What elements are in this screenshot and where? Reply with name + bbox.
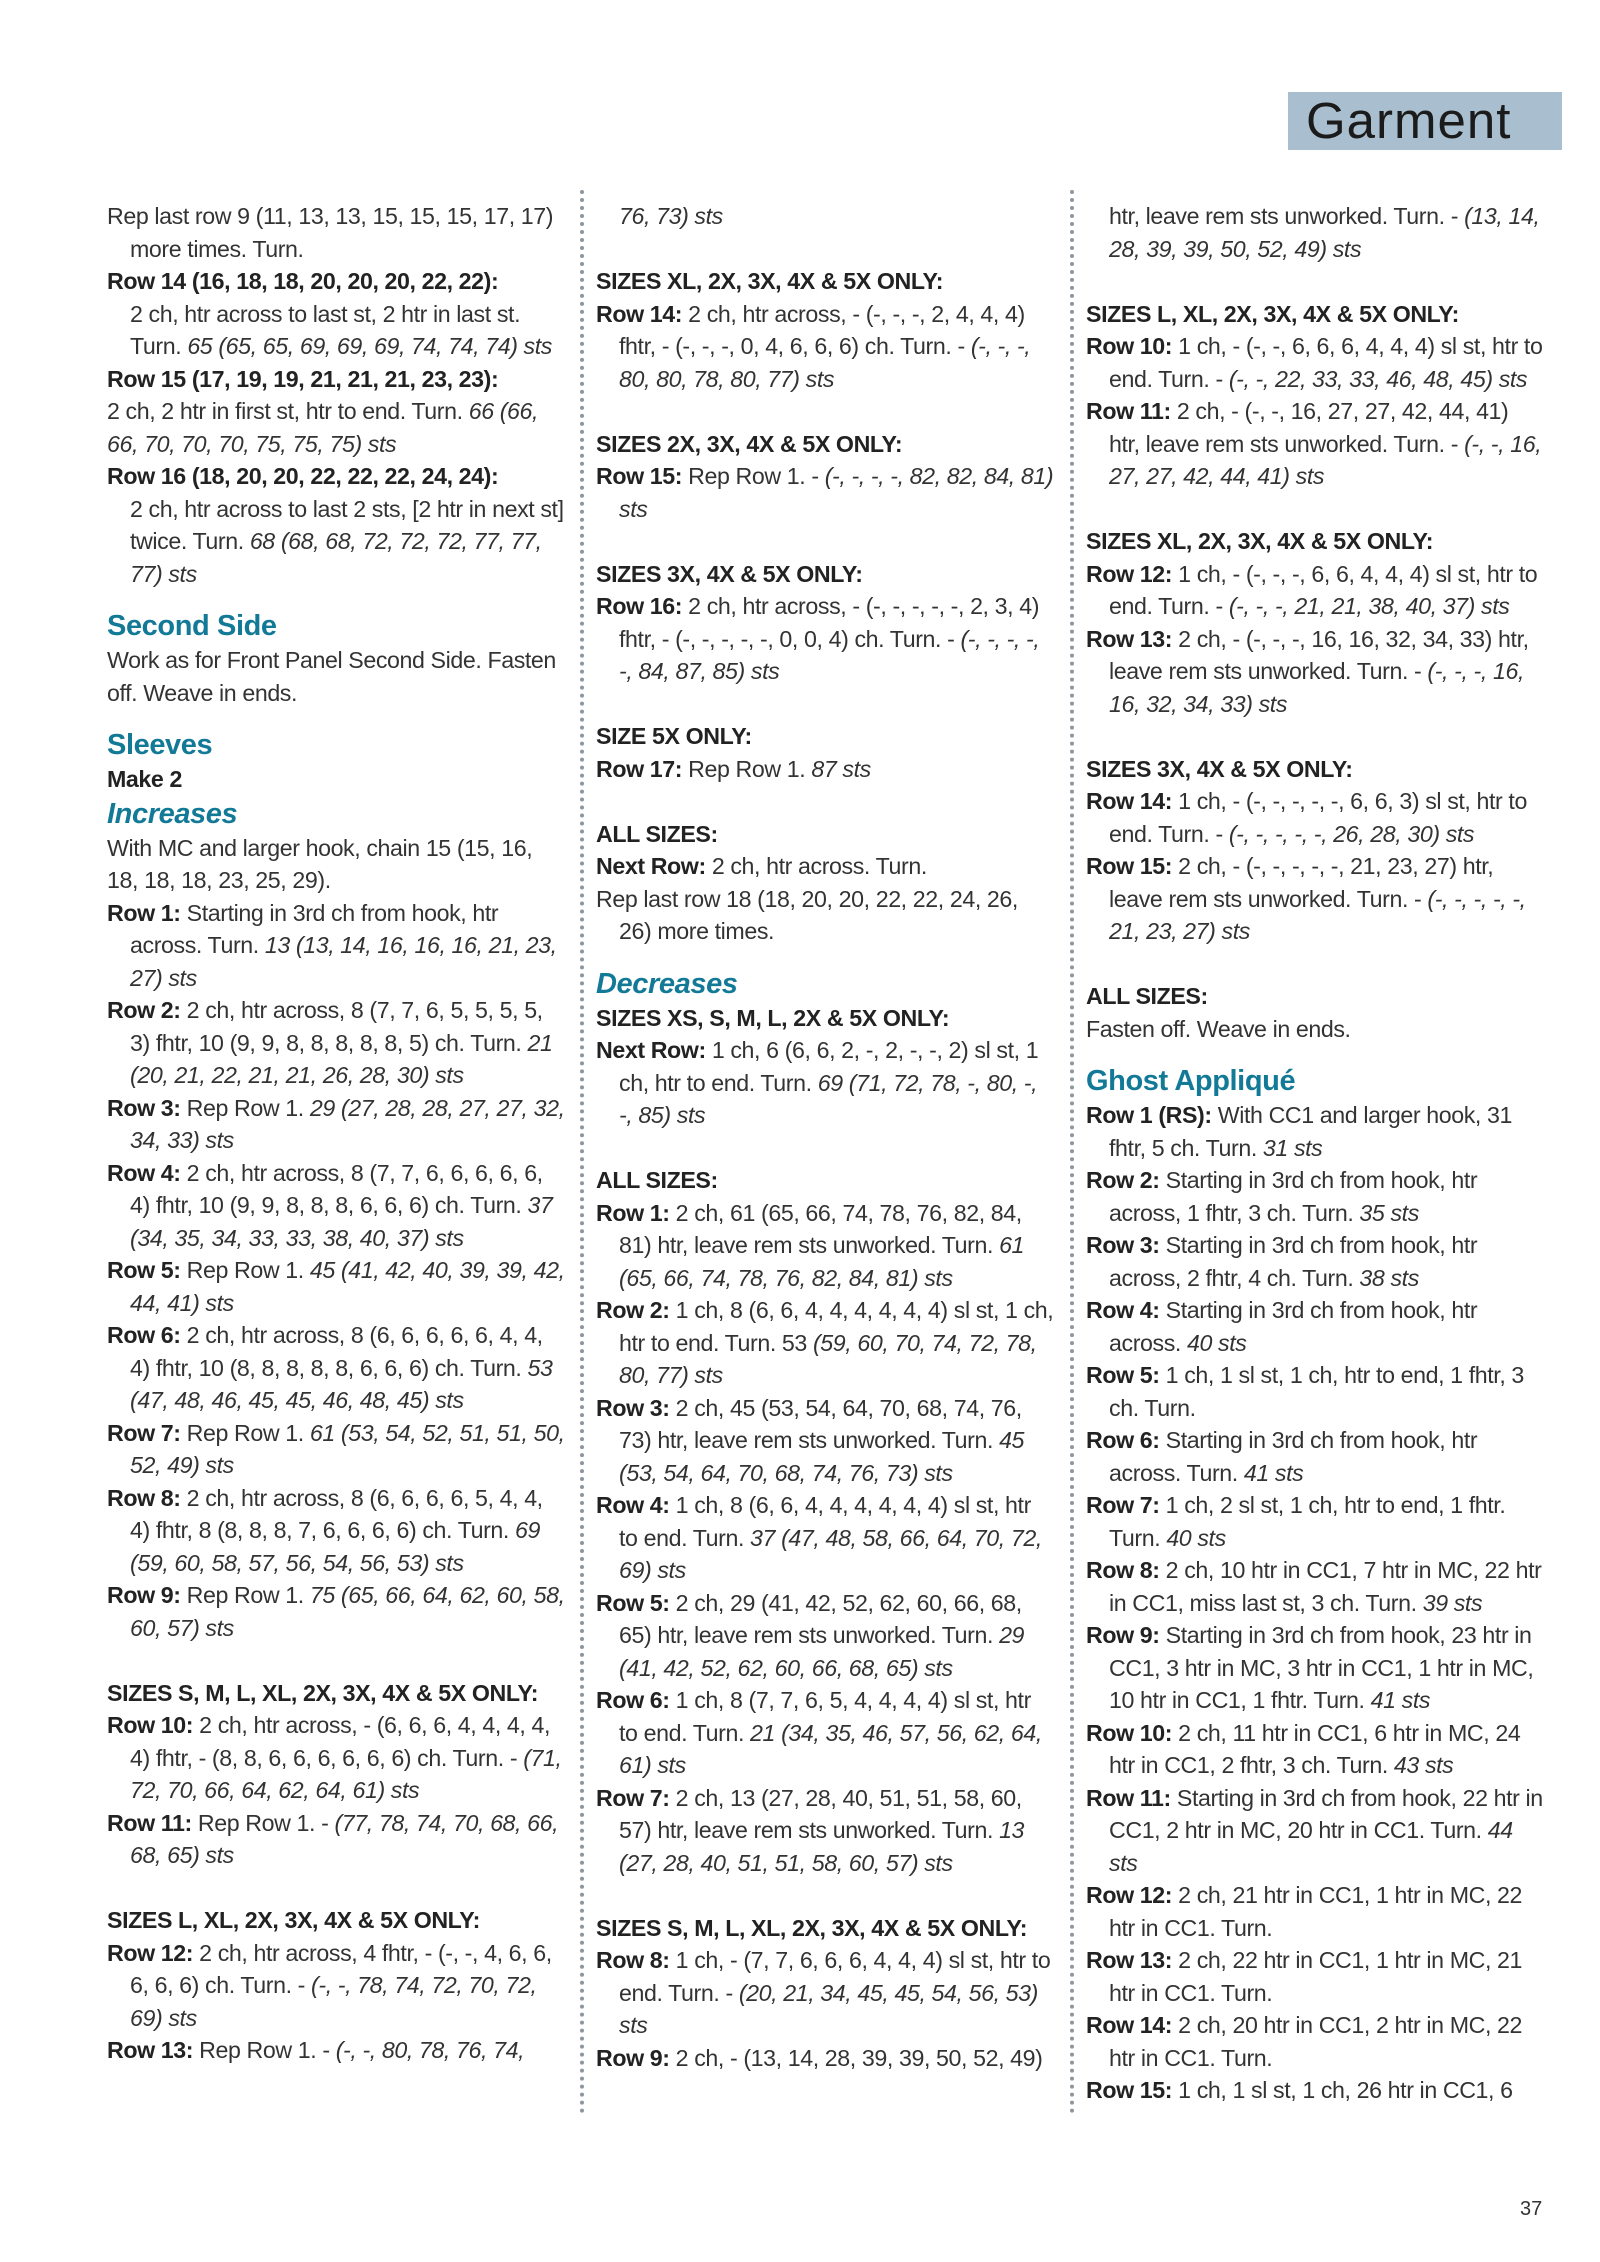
row-instruction: Row 3: Rep Row 1. 29 (27, 28, 28, 27, 27, 32, 34, 33) sts bbox=[107, 1094, 565, 1153]
instruction: 2 ch, htr across to last st, 2 htr in last st. Turn. 65 (65, 65, 69, 69, 69, 74, 74, 74) sts bbox=[130, 300, 552, 359]
row-instruction: Row 7: 2 ch, 13 (27, 28, 40, 51, 51, 58, 60, 57) htr, leave rem sts unworked. Turn. 13 (27, 28, 40, 51, 51, 58, 60, 57) sts bbox=[596, 1784, 1025, 1876]
row-instruction: Row 5: Rep Row 1. 45 (41, 42, 40, 39, 39, 42, 44, 41) sts bbox=[107, 1257, 565, 1316]
row-instruction: Row 1: 2 ch, 61 (65, 66, 74, 78, 76, 82, 84, 81) htr, leave rem sts unworked. Turn. 61 (65, 66, 74, 78, 76, 82, 84, 81) sts bbox=[596, 1199, 1025, 1291]
row-instruction: Row 7: 1 ch, 2 sl st, 1 ch, htr to end, 1 fhtr. Turn. 40 sts bbox=[1086, 1492, 1506, 1551]
row-instruction: Row 10: 2 ch, htr across, - (6, 6, 6, 4, 4, 4, 4, 4) fhtr, - (8, 8, 6, 6, 6, 6, 6, 6) ch. Turn. - (71, 72, 70, 66, 64, 62, 64, 61) sts bbox=[107, 1712, 562, 1803]
row-instruction: Row 2: 1 ch, 8 (6, 6, 4, 4, 4, 4, 4, 4) sl st, 1 ch, htr to end. Turn. 53 (59, 60, 70, 74, 72, 78, 80, 77) sts bbox=[596, 1297, 1054, 1388]
row-instruction: Row 6: 2 ch, htr across, 8 (6, 6, 6, 6, 6, 4, 4, 4) fhtr, 10 (8, 8, 8, 8, 8, 6, 6, 6) ch. Turn. 53 (47, 48, 46, 45, 45, 46, 48, 45) sts bbox=[107, 1322, 553, 1413]
sizes-heading: SIZES 3X, 4X & 5X ONLY: bbox=[1086, 755, 1353, 782]
column-divider-left bbox=[580, 190, 584, 2115]
heading-increases: Increases bbox=[107, 797, 238, 830]
row-instruction: Row 7: Rep Row 1. 61 (53, 54, 52, 51, 51, 50, 52, 49) sts bbox=[107, 1419, 565, 1478]
row-instruction: Row 10: 1 ch, - (-, -, 6, 6, 6, 4, 4, 4) sl st, htr to end. Turn. - (-, -, 22, 33, 33, 46, 48, 45) sts bbox=[1086, 333, 1543, 392]
sizes-heading: SIZES S, M, L, XL, 2X, 3X, 4X & 5X ONLY: bbox=[107, 1679, 539, 1706]
row-instruction: Row 15: 2 ch, - (-, -, -, -, -, 21, 23, 27) htr, leave rem sts unworked. Turn. - (-, -, -, -, -, 21, 23, 27) sts bbox=[1086, 853, 1526, 944]
sizes-heading: SIZES XL, 2X, 3X, 4X & 5X ONLY: bbox=[596, 268, 944, 294]
paragraph: Rep last row 18 (18, 20, 20, 22, 22, 24, 26, 26) more times. bbox=[596, 885, 1018, 944]
sizes-heading: ALL SIZES: bbox=[596, 820, 718, 847]
row-instruction: Row 3: Starting in 3rd ch from hook, htr across, 2 fhtr, 4 ch. Turn. 38 sts bbox=[1086, 1232, 1478, 1291]
row-instruction: Row 2: 2 ch, htr across, 8 (7, 7, 6, 5, 5, 5, 5, 3) fhtr, 10 (9, 9, 8, 8, 8, 8, 8, 5) ch. Turn. 21 (20, 21, 22, 21, 21, 26, 28, 30) sts bbox=[107, 997, 553, 1088]
row-instruction: Row 13: 2 ch, 22 htr in CC1, 1 htr in MC, 21 htr in CC1. Turn. bbox=[1086, 1947, 1523, 2006]
make-count: Make 2 bbox=[107, 766, 182, 792]
column-1 bbox=[107, 200, 565, 2067]
row-instruction: Row 11: Rep Row 1. - (77, 78, 74, 70, 68, 66, 68, 65) sts bbox=[107, 1809, 559, 1868]
paragraph: With MC and larger hook, chain 15 (15, 16, 18, 18, 18, 23, 25, 29). bbox=[107, 834, 533, 893]
row-instruction: Row 12: 2 ch, 21 htr in CC1, 1 htr in MC, 22 htr in CC1. Turn. bbox=[1086, 1882, 1523, 1941]
row-instruction: Row 5: 2 ch, 29 (41, 42, 52, 62, 60, 66, 68, 65) htr, leave rem sts unworked. Turn. 29 (41, 42, 52, 62, 60, 66, 68, 65) sts bbox=[596, 1589, 1025, 1681]
sizes-heading: SIZES L, XL, 2X, 3X, 4X & 5X ONLY: bbox=[107, 1907, 480, 1933]
row-instruction: Row 8: 2 ch, 10 htr in CC1, 7 htr in MC, 22 htr in CC1, miss last st, 3 ch. Turn. 39 sts bbox=[1086, 1557, 1542, 1616]
row-instruction: Row 6: Starting in 3rd ch from hook, htr across. Turn. 41 sts bbox=[1086, 1427, 1478, 1486]
paragraph: Fasten off. Weave in ends. bbox=[1086, 1015, 1351, 1042]
instruction: 2 ch, 2 htr in first st, htr to end. Turn. 66 (66, 66, 70, 70, 70, 75, 75, 75) sts bbox=[107, 398, 539, 457]
row-instruction: Row 1 (RS): With CC1 and larger hook, 31 fhtr, 5 ch. Turn. 31 sts bbox=[1086, 1102, 1513, 1161]
sizes-heading: ALL SIZES: bbox=[1086, 983, 1208, 1009]
row-instruction: Row 2: Starting in 3rd ch from hook, htr across, 1 fhtr, 3 ch. Turn. 35 sts bbox=[1086, 1167, 1478, 1226]
row-instruction: Row 11: Starting in 3rd ch from hook, 22 htr in CC1, 2 htr in MC, 20 htr in CC1. Turn. 44 sts bbox=[1086, 1784, 1543, 1876]
section-tag: Garment bbox=[1288, 92, 1562, 150]
row-instruction: Row 15: 1 ch, 1 sl st, 1 ch, 26 htr in CC1, 6 bbox=[1086, 2077, 1513, 2103]
column-3 bbox=[1086, 200, 1544, 2107]
heading-second-side: Second Side bbox=[107, 610, 277, 642]
row-instruction: Row 17: Rep Row 1. 87 sts bbox=[596, 755, 871, 782]
row-instruction: Row 12: 1 ch, - (-, -, -, 6, 6, 4, 4, 4) sl st, htr to end. Turn. - (-, -, -, 21, 21, 38, 40, 37) sts bbox=[1086, 560, 1538, 619]
row-instruction: Row 15: Rep Row 1. - (-, -, -, -, 82, 82, 84, 81) sts bbox=[596, 463, 1054, 522]
row-heading: Row 15 (17, 19, 19, 21, 21, 21, 23, 23): bbox=[107, 365, 499, 392]
row-instruction: Row 14: 2 ch, 20 htr in CC1, 2 htr in MC, 22 htr in CC1. Turn. bbox=[1086, 2012, 1523, 2071]
row-instruction: Row 8: 2 ch, htr across, 8 (6, 6, 6, 6, 5, 4, 4, 4) fhtr, 8 (8, 8, 8, 7, 6, 6, 6, 6) ch. Turn. 69 (59, 60, 58, 57, 56, 54, 56, 53) sts bbox=[107, 1484, 543, 1576]
instruction: 2 ch, htr across to last 2 sts, [2 htr in next st] twice. Turn. 68 (68, 68, 72, 72, 72, 77, 77, 77) sts bbox=[130, 495, 564, 587]
heading-decreases: Decreases bbox=[596, 967, 738, 1000]
sizes-heading: ALL SIZES: bbox=[596, 1167, 718, 1193]
sizes-heading: SIZES 3X, 4X & 5X ONLY: bbox=[596, 560, 863, 587]
paragraph: Work as for Front Panel Second Side. Fasten off. Weave in ends. bbox=[107, 647, 556, 706]
sizes-heading: SIZES XS, S, M, L, 2X & 5X ONLY: bbox=[596, 1004, 950, 1031]
heading-sleeves: Sleeves bbox=[107, 729, 213, 761]
sizes-heading: SIZE 5X ONLY: bbox=[596, 723, 752, 749]
row-instruction: Row 4: Starting in 3rd ch from hook, htr across. 40 sts bbox=[1086, 1297, 1478, 1356]
page-number: 37 bbox=[1520, 2198, 1543, 2220]
row-instruction: Row 6: 1 ch, 8 (7, 7, 6, 5, 4, 4, 4, 4) sl st, htr to end. Turn. 21 (34, 35, 46, 57, 56, 62, 64, 61) sts bbox=[596, 1687, 1042, 1778]
column-2 bbox=[596, 200, 1054, 2074]
sizes-heading: SIZES S, M, L, XL, 2X, 3X, 4X & 5X ONLY: bbox=[596, 1914, 1028, 1941]
row-instruction: Row 9: Starting in 3rd ch from hook, 23 htr in CC1, 3 htr in MC, 3 htr in CC1, 1 htr in MC, 10 htr in CC1, 1 fhtr. Turn. 41 sts bbox=[1086, 1622, 1534, 1713]
sizes-heading: SIZES XL, 2X, 3X, 4X & 5X ONLY: bbox=[1086, 528, 1434, 554]
sizes-heading: SIZES 2X, 3X, 4X & 5X ONLY: bbox=[596, 430, 903, 457]
row-instruction: Row 5: 1 ch, 1 sl st, 1 ch, htr to end, 1 fhtr, 3 ch. Turn. bbox=[1086, 1362, 1524, 1421]
row-heading: Row 16 (18, 20, 20, 22, 22, 22, 24, 24): bbox=[107, 463, 499, 489]
continuation: htr, leave rem sts unworked. Turn. - (13, 14, 28, 39, 39, 50, 52, 49) sts bbox=[1109, 203, 1540, 262]
row-instruction: Row 16: 2 ch, htr across, - (-, -, -, -, -, 2, 3, 4) fhtr, - (-, -, -, -, -, 0, 0, 4) ch. Turn. - (-, -, -, -, -, 84, 87, 85) sts bbox=[596, 593, 1040, 684]
row-instruction: Row 9: 2 ch, - (13, 14, 28, 39, 39, 50, 52, 49) bbox=[596, 2044, 1043, 2071]
row-instruction: Row 11: 2 ch, - (-, -, 16, 27, 27, 42, 44, 41) htr, leave rem sts unworked. Turn. - (-, -, 16, 27, 27, 42, 44, 41) sts bbox=[1086, 398, 1542, 489]
row-instruction: Row 8: 1 ch, - (7, 7, 6, 6, 6, 4, 4, 4) sl st, htr to end. Turn. - (20, 21, 34, 45, 45, 54, 56, 53) sts bbox=[596, 1947, 1051, 2038]
row-instruction: Row 13: 2 ch, - (-, -, -, 16, 16, 32, 34, 33) htr, leave rem sts unworked. Turn. - (-, -, -, 16, 16, 32, 34, 33) sts bbox=[1086, 625, 1529, 717]
row-instruction: Row 4: 1 ch, 8 (6, 6, 4, 4, 4, 4, 4, 4) sl st, htr to end. Turn. 37 (47, 48, 58, 66, 64, 70, 72, 69) sts bbox=[596, 1492, 1042, 1583]
paragraph: Rep last row 9 (11, 13, 13, 15, 15, 15, 17, 17) more times. Turn. bbox=[107, 203, 554, 262]
row-instruction: Row 13: Rep Row 1. - (-, -, 80, 78, 76, 74, bbox=[107, 2037, 525, 2063]
row-instruction: Row 4: 2 ch, htr across, 8 (7, 7, 6, 6, 6, 6, 6, 4) fhtr, 10 (9, 9, 8, 8, 8, 6, 6, 6) ch. Turn. 37 (34, 35, 34, 33, 33, 38, 40, 37) sts bbox=[107, 1159, 553, 1251]
row-instruction: Row 1: Starting in 3rd ch from hook, htr across. Turn. 13 (13, 14, 16, 16, 16, 21, 23, 27) sts bbox=[107, 899, 557, 991]
row-instruction: Row 10: 2 ch, 11 htr in CC1, 6 htr in MC, 24 htr in CC1, 2 fhtr, 3 ch. Turn. 43 sts bbox=[1086, 1719, 1521, 1778]
heading-ghost-applique: Ghost Appliqué bbox=[1086, 1065, 1296, 1097]
row-instruction: Row 12: 2 ch, htr across, 4 fhtr, - (-, -, 4, 6, 6, 6, 6, 6) ch. Turn. - (-, -, 78, 74, 72, 70, 72, 69) sts bbox=[107, 1939, 552, 2031]
row-instruction: Row 3: 2 ch, 45 (53, 54, 64, 70, 68, 74, 76, 73) htr, leave rem sts unworked. Turn. 45 (53, 54, 64, 70, 68, 74, 76, 73) sts bbox=[596, 1394, 1025, 1486]
row-instruction: Row 14: 1 ch, - (-, -, -, -, -, 6, 6, 3) sl st, htr to end. Turn. - (-, -, -, -, -, 26, 28, 30) sts bbox=[1086, 788, 1527, 847]
row-instruction: Next Row: 2 ch, htr across. Turn. bbox=[596, 853, 927, 879]
column-divider-right bbox=[1070, 190, 1074, 2115]
row-instruction: Row 9: Rep Row 1. 75 (65, 66, 64, 62, 60, 58, 60, 57) sts bbox=[107, 1582, 565, 1641]
continuation: 76, 73) sts bbox=[619, 203, 723, 229]
row-heading: Row 14 (16, 18, 18, 20, 20, 20, 22, 22): bbox=[107, 268, 499, 294]
sizes-heading: SIZES L, XL, 2X, 3X, 4X & 5X ONLY: bbox=[1086, 300, 1459, 327]
row-instruction: Next Row: 1 ch, 6 (6, 6, 2, -, 2, -, -, 2) sl st, 1 ch, htr to end. Turn. 69 (71, 72, 78, -, 80, -, -, 85) sts bbox=[596, 1037, 1039, 1128]
row-instruction: Row 14: 2 ch, htr across, - (-, -, -, 2, 4, 4, 4) fhtr, - (-, -, -, 0, 4, 6, 6, 6) ch. Turn. - (-, -, -, 80, 80, 78, 80, 77) sts bbox=[596, 300, 1031, 392]
